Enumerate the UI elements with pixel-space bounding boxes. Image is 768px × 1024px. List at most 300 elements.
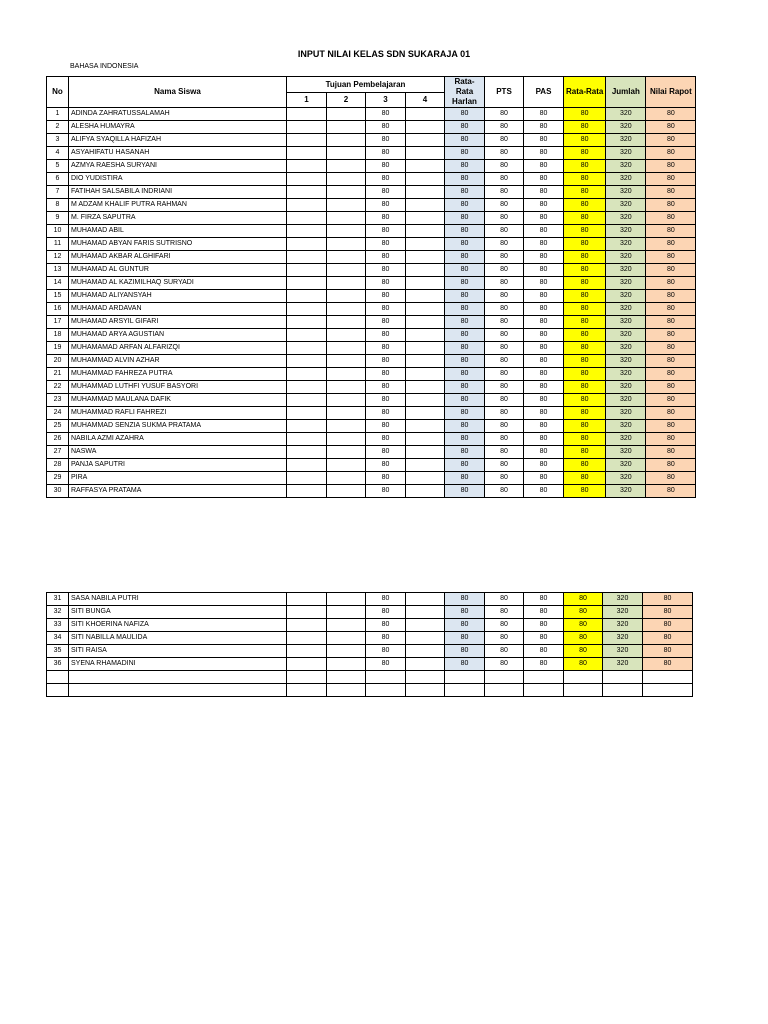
- cell-nama[interactable]: MUHAMAD ARDAVAN: [69, 303, 287, 316]
- empty-cell[interactable]: [406, 684, 445, 697]
- cell-rata[interactable]: 80: [564, 316, 606, 329]
- cell-tp-2[interactable]: [327, 134, 366, 147]
- cell-pas[interactable]: 80: [524, 186, 564, 199]
- cell-tp-2[interactable]: [327, 446, 366, 459]
- cell-pts[interactable]: 80: [485, 186, 524, 199]
- cell-rata[interactable]: 80: [564, 593, 603, 606]
- cell-tp-1[interactable]: [287, 108, 327, 121]
- cell-tp-3[interactable]: 80: [366, 147, 406, 160]
- cell-tp-3[interactable]: 80: [366, 134, 406, 147]
- cell-nama[interactable]: MUHAMAMAD ARFAN ALFARIZQI: [69, 342, 287, 355]
- cell-harian[interactable]: 80: [445, 316, 485, 329]
- cell-harian[interactable]: 80: [445, 238, 485, 251]
- cell-nama[interactable]: MUHAMMAD RAFLI FAHREZI: [69, 407, 287, 420]
- cell-tp-4[interactable]: [406, 342, 445, 355]
- cell-pas[interactable]: 80: [524, 173, 564, 186]
- cell-tp-1[interactable]: [287, 658, 327, 671]
- empty-cell[interactable]: [366, 671, 406, 684]
- cell-rapot[interactable]: 80: [646, 251, 696, 264]
- cell-rata[interactable]: 80: [564, 264, 606, 277]
- cell-no[interactable]: 29: [47, 472, 69, 485]
- cell-tp-2[interactable]: [327, 381, 366, 394]
- cell-pts[interactable]: 80: [485, 121, 524, 134]
- cell-jumlah[interactable]: 320: [606, 329, 646, 342]
- cell-harian[interactable]: 80: [445, 472, 485, 485]
- cell-tp-2[interactable]: [327, 472, 366, 485]
- cell-tp-4[interactable]: [406, 121, 445, 134]
- cell-harian[interactable]: 80: [445, 147, 485, 160]
- cell-rata[interactable]: 80: [564, 251, 606, 264]
- cell-rata[interactable]: 80: [564, 619, 603, 632]
- cell-tp-1[interactable]: [287, 342, 327, 355]
- cell-rapot[interactable]: 80: [646, 342, 696, 355]
- cell-jumlah[interactable]: 320: [606, 199, 646, 212]
- cell-rapot[interactable]: 80: [646, 238, 696, 251]
- cell-tp-4[interactable]: [406, 173, 445, 186]
- cell-tp-2[interactable]: [327, 290, 366, 303]
- empty-cell[interactable]: [327, 684, 366, 697]
- cell-tp-3[interactable]: 80: [366, 238, 406, 251]
- cell-rata[interactable]: 80: [564, 632, 603, 645]
- cell-tp-2[interactable]: [327, 212, 366, 225]
- cell-tp-4[interactable]: [406, 212, 445, 225]
- cell-pts[interactable]: 80: [485, 342, 524, 355]
- cell-rata[interactable]: 80: [564, 212, 606, 225]
- cell-rata[interactable]: 80: [564, 290, 606, 303]
- cell-no[interactable]: 27: [47, 446, 69, 459]
- cell-harian[interactable]: 80: [445, 199, 485, 212]
- cell-pas[interactable]: 80: [524, 303, 564, 316]
- cell-jumlah[interactable]: 320: [606, 108, 646, 121]
- cell-rata[interactable]: 80: [564, 225, 606, 238]
- cell-nama[interactable]: MUHAMAD ARSYIL GIFARI: [69, 316, 287, 329]
- cell-no[interactable]: 17: [47, 316, 69, 329]
- cell-rapot[interactable]: 80: [646, 160, 696, 173]
- cell-jumlah[interactable]: 320: [606, 225, 646, 238]
- cell-tp-3[interactable]: 80: [366, 485, 406, 498]
- cell-pas[interactable]: 80: [524, 619, 564, 632]
- empty-cell[interactable]: [287, 684, 327, 697]
- cell-pas[interactable]: 80: [524, 277, 564, 290]
- cell-nama[interactable]: MUHAMAD ALIYANSYAH: [69, 290, 287, 303]
- cell-no[interactable]: 2: [47, 121, 69, 134]
- cell-no[interactable]: 6: [47, 173, 69, 186]
- cell-tp-4[interactable]: [406, 108, 445, 121]
- cell-rata[interactable]: 80: [564, 277, 606, 290]
- cell-nama[interactable]: ADINDA ZAHRATUSSALAMAH: [69, 108, 287, 121]
- cell-tp-1[interactable]: [287, 433, 327, 446]
- cell-rata[interactable]: 80: [564, 303, 606, 316]
- cell-harian[interactable]: 80: [445, 173, 485, 186]
- cell-pas[interactable]: 80: [524, 446, 564, 459]
- cell-tp-4[interactable]: [406, 134, 445, 147]
- cell-nama[interactable]: SITI BUNGA: [69, 606, 287, 619]
- empty-cell[interactable]: [47, 671, 69, 684]
- cell-pas[interactable]: 80: [524, 394, 564, 407]
- cell-pas[interactable]: 80: [524, 199, 564, 212]
- cell-tp-1[interactable]: [287, 632, 327, 645]
- cell-jumlah[interactable]: 320: [606, 472, 646, 485]
- cell-tp-4[interactable]: [406, 368, 445, 381]
- cell-tp-1[interactable]: [287, 238, 327, 251]
- cell-rata[interactable]: 80: [564, 658, 603, 671]
- cell-tp-2[interactable]: [327, 658, 366, 671]
- cell-no[interactable]: 26: [47, 433, 69, 446]
- cell-tp-3[interactable]: 80: [366, 199, 406, 212]
- cell-harian[interactable]: 80: [445, 459, 485, 472]
- cell-pas[interactable]: 80: [524, 290, 564, 303]
- cell-no[interactable]: 32: [47, 606, 69, 619]
- cell-no[interactable]: 5: [47, 160, 69, 173]
- cell-pts[interactable]: 80: [485, 485, 524, 498]
- cell-nama[interactable]: SITI KHOERINA NAFIZA: [69, 619, 287, 632]
- cell-tp-3[interactable]: 80: [366, 446, 406, 459]
- cell-pas[interactable]: 80: [524, 160, 564, 173]
- cell-pas[interactable]: 80: [524, 329, 564, 342]
- cell-no[interactable]: 28: [47, 459, 69, 472]
- cell-tp-2[interactable]: [327, 225, 366, 238]
- cell-rata[interactable]: 80: [564, 381, 606, 394]
- cell-pas[interactable]: 80: [524, 108, 564, 121]
- cell-jumlah[interactable]: 320: [606, 212, 646, 225]
- cell-tp-1[interactable]: [287, 173, 327, 186]
- cell-rapot[interactable]: 80: [643, 619, 693, 632]
- cell-jumlah[interactable]: 320: [606, 290, 646, 303]
- cell-tp-4[interactable]: [406, 420, 445, 433]
- cell-tp-1[interactable]: [287, 446, 327, 459]
- cell-tp-4[interactable]: [406, 277, 445, 290]
- cell-rapot[interactable]: 80: [646, 121, 696, 134]
- cell-nama[interactable]: NASWA: [69, 446, 287, 459]
- cell-nama[interactable]: AZMYA RAESHA SURYANI: [69, 160, 287, 173]
- cell-pts[interactable]: 80: [485, 420, 524, 433]
- cell-jumlah[interactable]: 320: [606, 368, 646, 381]
- cell-rata[interactable]: 80: [564, 186, 606, 199]
- cell-tp-1[interactable]: [287, 459, 327, 472]
- cell-tp-1[interactable]: [287, 225, 327, 238]
- cell-jumlah[interactable]: 320: [606, 173, 646, 186]
- cell-rapot[interactable]: 80: [646, 147, 696, 160]
- cell-rapot[interactable]: 80: [646, 173, 696, 186]
- empty-cell[interactable]: [445, 671, 485, 684]
- cell-harian[interactable]: 80: [445, 381, 485, 394]
- cell-tp-1[interactable]: [287, 394, 327, 407]
- cell-no[interactable]: 22: [47, 381, 69, 394]
- cell-nama[interactable]: NABILA AZMI AZAHRA: [69, 433, 287, 446]
- cell-jumlah[interactable]: 320: [606, 160, 646, 173]
- cell-harian[interactable]: 80: [445, 329, 485, 342]
- empty-cell[interactable]: [485, 671, 524, 684]
- cell-tp-4[interactable]: [406, 316, 445, 329]
- cell-tp-3[interactable]: 80: [366, 186, 406, 199]
- cell-tp-2[interactable]: [327, 303, 366, 316]
- cell-tp-4[interactable]: [406, 472, 445, 485]
- cell-no[interactable]: 34: [47, 632, 69, 645]
- cell-tp-1[interactable]: [287, 485, 327, 498]
- cell-pts[interactable]: 80: [485, 606, 524, 619]
- cell-rapot[interactable]: 80: [646, 134, 696, 147]
- cell-no[interactable]: 35: [47, 645, 69, 658]
- cell-no[interactable]: 18: [47, 329, 69, 342]
- cell-tp-4[interactable]: [406, 355, 445, 368]
- cell-jumlah[interactable]: 320: [603, 632, 643, 645]
- cell-rapot[interactable]: 80: [646, 212, 696, 225]
- cell-pts[interactable]: 80: [485, 238, 524, 251]
- cell-tp-2[interactable]: [327, 264, 366, 277]
- cell-pts[interactable]: 80: [485, 225, 524, 238]
- cell-harian[interactable]: 80: [445, 342, 485, 355]
- cell-pts[interactable]: 80: [485, 368, 524, 381]
- cell-nama[interactable]: M ADZAM KHALIF PUTRA RAHMAN: [69, 199, 287, 212]
- cell-tp-3[interactable]: 80: [366, 251, 406, 264]
- cell-nama[interactable]: SITI NABILLA MAULIDA: [69, 632, 287, 645]
- cell-no[interactable]: 23: [47, 394, 69, 407]
- cell-pas[interactable]: 80: [524, 342, 564, 355]
- cell-no[interactable]: 8: [47, 199, 69, 212]
- cell-tp-3[interactable]: 80: [366, 593, 406, 606]
- cell-tp-4[interactable]: [406, 433, 445, 446]
- cell-tp-4[interactable]: [406, 459, 445, 472]
- cell-pas[interactable]: 80: [524, 238, 564, 251]
- cell-tp-4[interactable]: [406, 186, 445, 199]
- cell-tp-2[interactable]: [327, 251, 366, 264]
- cell-jumlah[interactable]: 320: [606, 303, 646, 316]
- cell-tp-4[interactable]: [406, 394, 445, 407]
- cell-rapot[interactable]: 80: [646, 446, 696, 459]
- cell-pts[interactable]: 80: [485, 212, 524, 225]
- cell-pas[interactable]: 80: [524, 420, 564, 433]
- cell-harian[interactable]: 80: [445, 186, 485, 199]
- cell-tp-4[interactable]: [406, 199, 445, 212]
- cell-tp-1[interactable]: [287, 290, 327, 303]
- cell-tp-3[interactable]: 80: [366, 342, 406, 355]
- cell-rapot[interactable]: 80: [646, 186, 696, 199]
- cell-nama[interactable]: MUHAMMAD SENZIA SUKMA PRATAMA: [69, 420, 287, 433]
- cell-tp-2[interactable]: [327, 420, 366, 433]
- cell-tp-4[interactable]: [406, 645, 445, 658]
- cell-harian[interactable]: 80: [445, 290, 485, 303]
- cell-tp-1[interactable]: [287, 160, 327, 173]
- cell-harian[interactable]: 80: [445, 212, 485, 225]
- cell-tp-4[interactable]: [406, 606, 445, 619]
- cell-pts[interactable]: 80: [485, 394, 524, 407]
- cell-nama[interactable]: ALIFYA SYAQILLA HAFIZAH: [69, 134, 287, 147]
- cell-pts[interactable]: 80: [485, 446, 524, 459]
- cell-no[interactable]: 14: [47, 277, 69, 290]
- cell-rata[interactable]: 80: [564, 485, 606, 498]
- cell-pts[interactable]: 80: [485, 277, 524, 290]
- cell-tp-1[interactable]: [287, 316, 327, 329]
- cell-jumlah[interactable]: 320: [606, 277, 646, 290]
- cell-jumlah[interactable]: 320: [606, 394, 646, 407]
- cell-rata[interactable]: 80: [564, 147, 606, 160]
- cell-no[interactable]: 12: [47, 251, 69, 264]
- cell-harian[interactable]: 80: [445, 645, 485, 658]
- cell-harian[interactable]: 80: [445, 485, 485, 498]
- cell-pts[interactable]: 80: [485, 658, 524, 671]
- cell-tp-4[interactable]: [406, 251, 445, 264]
- cell-harian[interactable]: 80: [445, 420, 485, 433]
- cell-rapot[interactable]: 80: [646, 316, 696, 329]
- cell-nama[interactable]: MUHAMAD ARYA AGUSTIAN: [69, 329, 287, 342]
- cell-tp-3[interactable]: 80: [366, 108, 406, 121]
- cell-rapot[interactable]: 80: [646, 381, 696, 394]
- cell-no[interactable]: 10: [47, 225, 69, 238]
- cell-tp-3[interactable]: 80: [366, 173, 406, 186]
- cell-rapot[interactable]: 80: [646, 459, 696, 472]
- cell-rapot[interactable]: 80: [643, 606, 693, 619]
- cell-nama[interactable]: RAFFASYA PRATAMA: [69, 485, 287, 498]
- cell-tp-2[interactable]: [327, 108, 366, 121]
- cell-tp-1[interactable]: [287, 121, 327, 134]
- cell-tp-1[interactable]: [287, 329, 327, 342]
- cell-tp-4[interactable]: [406, 381, 445, 394]
- cell-tp-3[interactable]: 80: [366, 290, 406, 303]
- cell-no[interactable]: 19: [47, 342, 69, 355]
- cell-rapot[interactable]: 80: [646, 485, 696, 498]
- cell-tp-4[interactable]: [406, 619, 445, 632]
- cell-tp-1[interactable]: [287, 355, 327, 368]
- cell-pts[interactable]: 80: [485, 632, 524, 645]
- cell-harian[interactable]: 80: [445, 277, 485, 290]
- cell-pas[interactable]: 80: [524, 593, 564, 606]
- cell-pts[interactable]: 80: [485, 303, 524, 316]
- cell-tp-1[interactable]: [287, 199, 327, 212]
- cell-harian[interactable]: 80: [445, 108, 485, 121]
- cell-tp-1[interactable]: [287, 619, 327, 632]
- cell-harian[interactable]: 80: [445, 368, 485, 381]
- cell-rapot[interactable]: 80: [646, 277, 696, 290]
- cell-tp-2[interactable]: [327, 606, 366, 619]
- cell-pas[interactable]: 80: [524, 645, 564, 658]
- cell-tp-4[interactable]: [406, 632, 445, 645]
- cell-pts[interactable]: 80: [485, 251, 524, 264]
- cell-rapot[interactable]: 80: [646, 264, 696, 277]
- cell-nama[interactable]: ASYAHIFATU HASANAH: [69, 147, 287, 160]
- cell-tp-2[interactable]: [327, 459, 366, 472]
- cell-tp-1[interactable]: [287, 147, 327, 160]
- cell-jumlah[interactable]: 320: [606, 121, 646, 134]
- cell-jumlah[interactable]: 320: [603, 658, 643, 671]
- empty-cell[interactable]: [327, 671, 366, 684]
- cell-tp-1[interactable]: [287, 186, 327, 199]
- cell-pts[interactable]: 80: [485, 134, 524, 147]
- cell-harian[interactable]: 80: [445, 446, 485, 459]
- cell-rata[interactable]: 80: [564, 645, 603, 658]
- cell-jumlah[interactable]: 320: [603, 606, 643, 619]
- cell-rata[interactable]: 80: [564, 472, 606, 485]
- cell-harian[interactable]: 80: [445, 593, 485, 606]
- cell-rapot[interactable]: 80: [646, 199, 696, 212]
- cell-pas[interactable]: 80: [524, 264, 564, 277]
- cell-harian[interactable]: 80: [445, 134, 485, 147]
- cell-nama[interactable]: MUHAMAD ABIL: [69, 225, 287, 238]
- cell-jumlah[interactable]: 320: [603, 593, 643, 606]
- cell-tp-1[interactable]: [287, 212, 327, 225]
- empty-cell[interactable]: [564, 671, 603, 684]
- cell-tp-2[interactable]: [327, 407, 366, 420]
- empty-cell[interactable]: [524, 671, 564, 684]
- cell-rapot[interactable]: 80: [643, 632, 693, 645]
- cell-tp-2[interactable]: [327, 173, 366, 186]
- cell-pas[interactable]: 80: [524, 355, 564, 368]
- empty-cell[interactable]: [445, 684, 485, 697]
- cell-no[interactable]: 24: [47, 407, 69, 420]
- cell-harian[interactable]: 80: [445, 121, 485, 134]
- cell-no[interactable]: 9: [47, 212, 69, 225]
- cell-nama[interactable]: ALESHA HUMAYRA: [69, 121, 287, 134]
- cell-nama[interactable]: MUHAMAD AL GUNTUR: [69, 264, 287, 277]
- cell-tp-1[interactable]: [287, 420, 327, 433]
- cell-rapot[interactable]: 80: [643, 658, 693, 671]
- cell-tp-4[interactable]: [406, 329, 445, 342]
- cell-tp-2[interactable]: [327, 593, 366, 606]
- cell-tp-3[interactable]: 80: [366, 368, 406, 381]
- cell-rata[interactable]: 80: [564, 160, 606, 173]
- cell-tp-1[interactable]: [287, 303, 327, 316]
- cell-pas[interactable]: 80: [524, 316, 564, 329]
- cell-tp-2[interactable]: [327, 160, 366, 173]
- cell-pts[interactable]: 80: [485, 108, 524, 121]
- cell-tp-4[interactable]: [406, 264, 445, 277]
- cell-nama[interactable]: SASA NABILA PUTRI: [69, 593, 287, 606]
- cell-pts[interactable]: 80: [485, 329, 524, 342]
- cell-pts[interactable]: 80: [485, 173, 524, 186]
- empty-cell[interactable]: [287, 671, 327, 684]
- cell-rata[interactable]: 80: [564, 121, 606, 134]
- cell-tp-1[interactable]: [287, 407, 327, 420]
- cell-tp-4[interactable]: [406, 446, 445, 459]
- cell-tp-2[interactable]: [327, 394, 366, 407]
- empty-cell[interactable]: [603, 671, 643, 684]
- cell-pts[interactable]: 80: [485, 593, 524, 606]
- cell-rata[interactable]: 80: [564, 108, 606, 121]
- cell-tp-4[interactable]: [406, 485, 445, 498]
- cell-tp-3[interactable]: 80: [366, 264, 406, 277]
- cell-tp-1[interactable]: [287, 264, 327, 277]
- cell-jumlah[interactable]: 320: [606, 264, 646, 277]
- cell-tp-3[interactable]: 80: [366, 658, 406, 671]
- cell-nama[interactable]: SYENA RHAMADINI: [69, 658, 287, 671]
- cell-no[interactable]: 33: [47, 619, 69, 632]
- cell-pts[interactable]: 80: [485, 147, 524, 160]
- cell-tp-1[interactable]: [287, 368, 327, 381]
- cell-pas[interactable]: 80: [524, 212, 564, 225]
- cell-tp-3[interactable]: 80: [366, 225, 406, 238]
- cell-rata[interactable]: 80: [564, 433, 606, 446]
- cell-no[interactable]: 7: [47, 186, 69, 199]
- cell-pas[interactable]: 80: [524, 459, 564, 472]
- cell-tp-3[interactable]: 80: [366, 606, 406, 619]
- cell-nama[interactable]: SITI RAISA: [69, 645, 287, 658]
- cell-rata[interactable]: 80: [564, 606, 603, 619]
- cell-no[interactable]: 1: [47, 108, 69, 121]
- cell-rata[interactable]: 80: [564, 459, 606, 472]
- cell-rapot[interactable]: 80: [646, 329, 696, 342]
- cell-tp-3[interactable]: 80: [366, 645, 406, 658]
- cell-jumlah[interactable]: 320: [606, 433, 646, 446]
- cell-rapot[interactable]: 80: [646, 355, 696, 368]
- cell-tp-1[interactable]: [287, 645, 327, 658]
- cell-tp-2[interactable]: [327, 277, 366, 290]
- cell-harian[interactable]: 80: [445, 619, 485, 632]
- cell-tp-4[interactable]: [406, 407, 445, 420]
- cell-tp-1[interactable]: [287, 251, 327, 264]
- cell-tp-3[interactable]: 80: [366, 394, 406, 407]
- cell-jumlah[interactable]: 320: [606, 381, 646, 394]
- cell-jumlah[interactable]: 320: [606, 485, 646, 498]
- cell-harian[interactable]: 80: [445, 407, 485, 420]
